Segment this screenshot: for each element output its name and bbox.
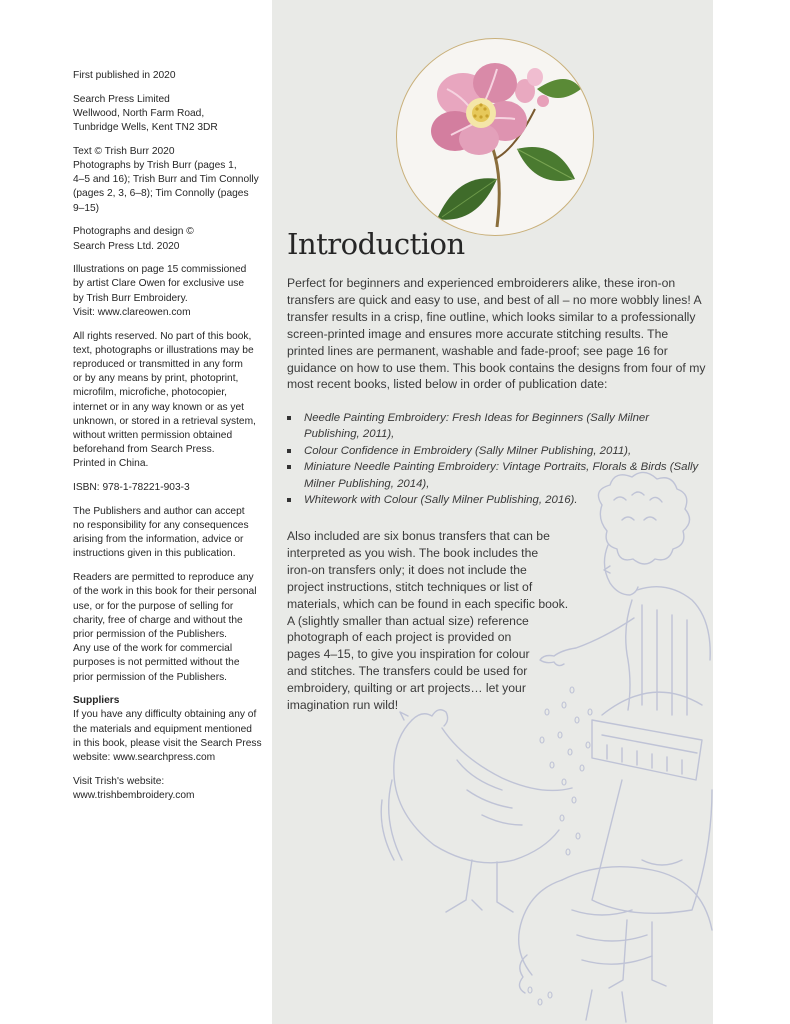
first-published: First published in 2020	[73, 70, 176, 81]
book-title: Miniature Needle Painting Embroidery: Vintage Portraits, Florals & Birds (Sally Milner Publishing, 2014),	[304, 461, 699, 490]
design-credit: Photographs and design © Search Press Ltd. 2020	[73, 226, 194, 252]
imprint-column	[73, 69, 268, 813]
illustrations-credit: Illustrations on page 15 commissioned by artist Clare Owen for exclusive use by Trish Burr Embroidery. Visit: www.clareowen.com	[73, 264, 247, 318]
readers-statement: Readers are permitted to reproduce any of the work in this book for their personal use, or for the purpose of selling for charity, free of charge and without the prior permission of the Publishers. Any use of the work for commercial purposes is not permitted without the prior permission of the Publishers.	[73, 572, 257, 683]
book-title: Whitework with Colour (Sally Milner Publishing, 2016).	[304, 494, 578, 507]
introduction-panel	[272, 0, 713, 1024]
list-item	[287, 443, 707, 459]
introduction-paragraph	[287, 275, 707, 393]
rights-statement: All rights reserved. No part of this book, text, photographs or illustrations may be reproduced or transmitted in any form or by any means by print, photoprint, microfilm, microfiche, photocopier, internet or in any way known or as yet unknown, or stored in a retrieval system, without written permission obtained beforehand from Search Press. Printed in China.	[73, 330, 256, 470]
intro-paragraph-1: Perfect for beginners and experienced embroiderers alike, these iron-on transfers are quick and easy to use, and best of all – no more wobbly lines! A transfer results in a crisp, fine outline, which looks similar to a professionally screen-printed image and ensures more accurate stitching results. The printed lines are permanent, washable and fade-proof; see page 16 for guidance on how to use them. This book contains the designs from four of my most recent books, listed below in order of publication date:	[287, 276, 706, 392]
publisher-address: Search Press Limited Wellwood, North Farm Road, Tunbridge Wells, Kent TN2 3DR	[73, 93, 218, 134]
book-list	[287, 410, 707, 508]
bullet-icon	[287, 498, 291, 502]
book-title: Needle Painting Embroidery: Fresh Ideas for Beginners (Sally Milner Publishing, 2011),	[304, 412, 650, 441]
introduction-heading: Introduction	[287, 227, 465, 261]
bullet-icon	[287, 465, 291, 469]
responsibility-statement: The Publishers and author can accept no responsibility for any consequences arising from the information, advice or instructions given in this publication.	[73, 505, 249, 560]
bullet-icon	[287, 449, 291, 453]
suppliers-heading: Suppliers	[73, 695, 120, 707]
list-item	[287, 410, 707, 443]
rose-embroidery-image	[396, 38, 594, 236]
book-title: Colour Confidence in Embroidery (Sally Milner Publishing, 2011),	[304, 444, 632, 457]
bullet-icon	[287, 416, 291, 420]
website-note: Visit Trish's website: www.trishbembroidery.com	[73, 775, 195, 801]
text-credit: Text © Trish Burr 2020 Photographs by Trish Burr (pages 1, 4–5 and 16); Trish Burr and Tim Connolly (pages 2, 3, 6–8); Tim Connolly (pages 9–15)	[73, 145, 259, 214]
list-item	[287, 459, 707, 492]
suppliers-text: If you have any difficulty obtaining any of the materials and equipment mentioned in this book, please visit the Search Press website: www.searchpress.com	[73, 709, 262, 764]
list-item	[287, 492, 707, 508]
bonus-transfers-paragraph: Also included are six bonus transfers that can be interpreted as you wish. The book includes the iron-on transfers only; it does not include the project instructions, stitch techniques or list of materials, which can be found in each specific book. A (slightly smaller than actual size) reference photograph of each project is provided on pages 4–15, to give you inspiration for colour and stitches. The transfers could be used for embroidery, quilting or art projects… let your imagination run wild!	[287, 529, 569, 713]
isbn: ISBN: 978-1-78221-903-3	[73, 482, 190, 494]
